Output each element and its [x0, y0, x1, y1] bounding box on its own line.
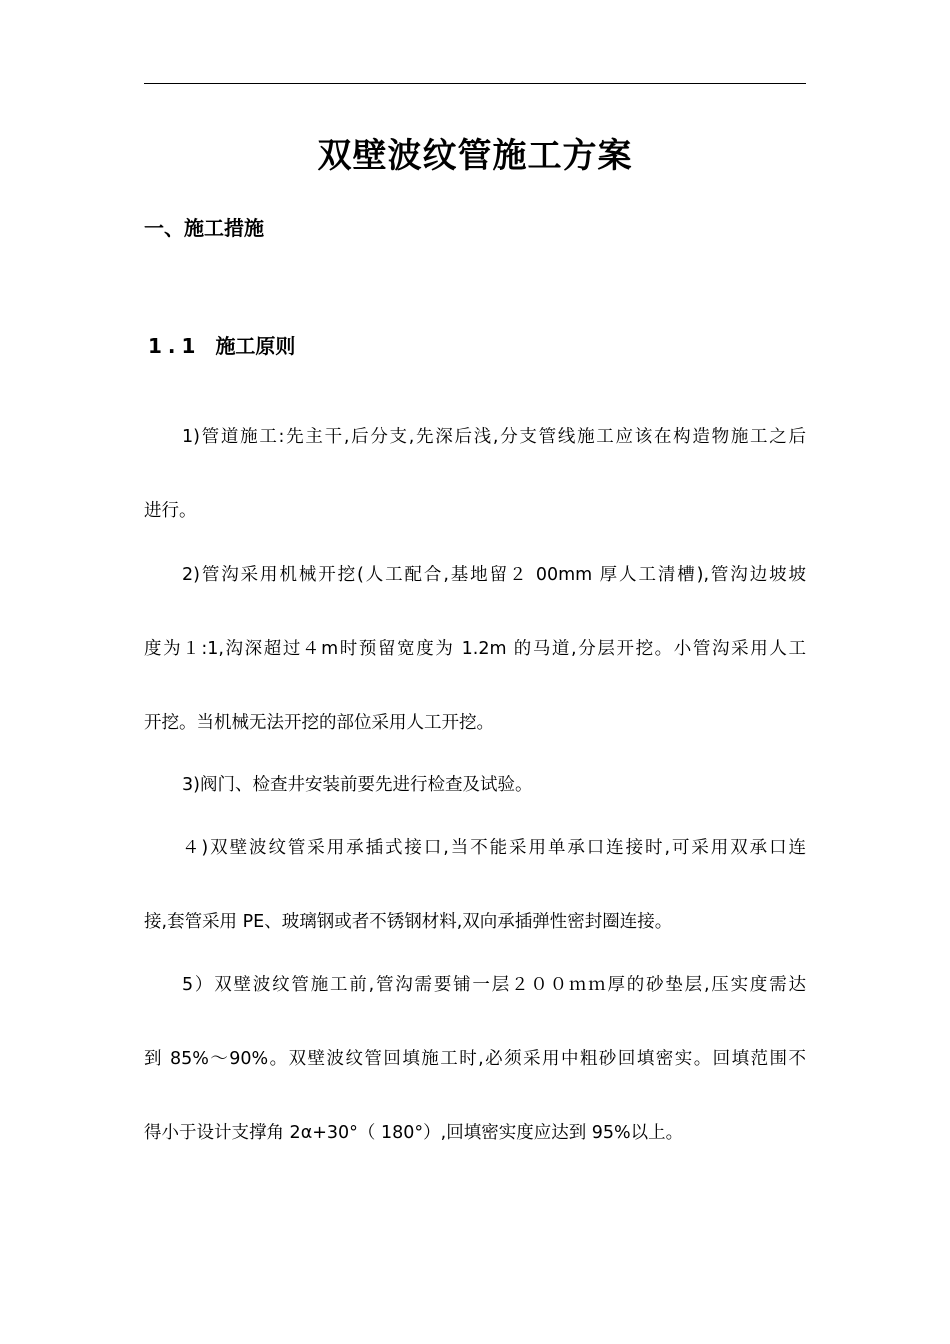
header-rule [144, 83, 806, 84]
document-title: 双壁波纹管施工方案 [317, 136, 633, 176]
subsection-number: 1.1 [148, 334, 202, 358]
paragraph-line: 接,套管采用 PE、玻璃钢或者不锈钢材料,双向承插弹性密封圈连接。 [144, 912, 673, 932]
paragraph-line: 到 85%～90%。双壁波纹管回填施工时,必须采用中粗砂回填密实。回填范围不 [144, 1049, 806, 1069]
subsection-heading [148, 330, 295, 359]
paragraph-line: 进行。 [144, 501, 197, 521]
paragraph-line: 1)管道施工:先主干,后分支,先深后浅,分支管线施工应该在构造物施工之后 [182, 427, 806, 447]
paragraph-line: 得小于设计支撑角 2α+30°（ 180°）,回填密实度应达到 95%以上。 [144, 1123, 684, 1143]
paragraph-line: 开挖。当机械无法开挖的部位采用人工开挖。 [144, 713, 494, 733]
paragraph-line: 2)管沟采用机械开挖(人工配合,基地留２ 00mm 厚人工清槽),管沟边坡坡 [182, 565, 806, 585]
subsection-label: 施工原则 [215, 334, 296, 358]
paragraph-line: 5）双壁波纹管施工前,管沟需要铺一层２００ｍｍ厚的砂垫层,压实度需达 [182, 975, 806, 995]
section-heading: 一、施工措施 [144, 216, 264, 240]
paragraph-line: 3)阀门、检查井安装前要先进行检查及试验。 [182, 775, 533, 795]
paragraph-line: 度为１:1,沟深超过４m时预留宽度为 1.2m 的马道,分层开挖。小管沟采用人工 [144, 639, 806, 659]
paragraph-line: ４)双壁波纹管采用承插式接口,当不能采用单承口连接时,可采用双承口连 [182, 838, 806, 858]
